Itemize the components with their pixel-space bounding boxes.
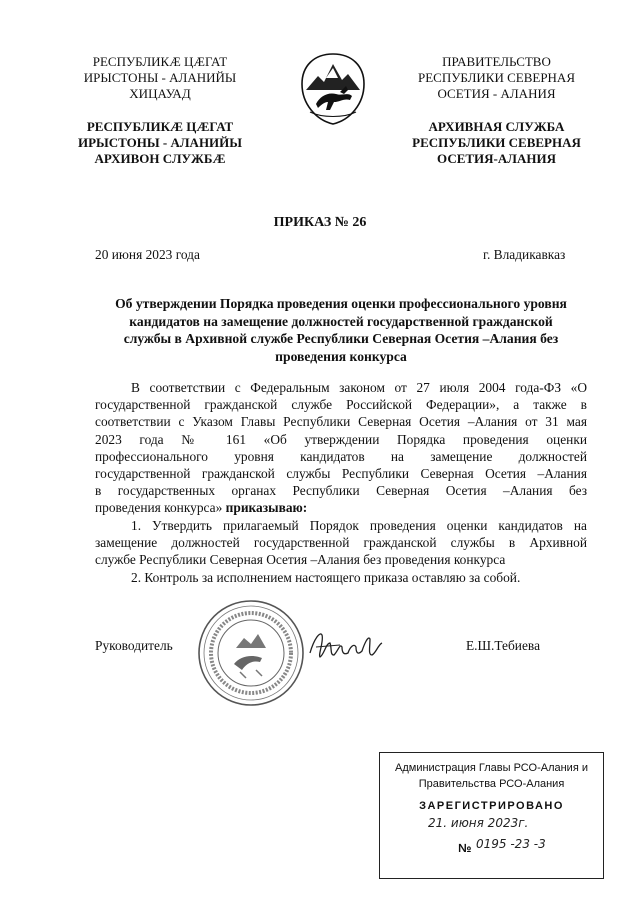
preamble-tail: проведения конкурса» (95, 500, 223, 516)
preamble-last-line (95, 499, 587, 516)
header-left-service (60, 119, 260, 167)
preamble-line: 2023 года № 161 «Об утверждении Порядка проведения оценки (95, 431, 587, 447)
order-subject (95, 295, 587, 365)
registration-date: 21. июня 2023г. (428, 816, 529, 830)
order-items (95, 517, 587, 586)
orders-word: приказываю: (225, 500, 308, 516)
order-city: г. Владикавказ (483, 247, 566, 262)
preamble-line: в государственных органах Республики Северная Осетия –Алания без (95, 483, 587, 499)
subject-line: Об утверждении Порядка проведения оценки профессионального уровня (115, 296, 567, 311)
signature-name: Е.Ш.Тебиева (466, 638, 541, 653)
subject-line: проведения конкурса (275, 348, 407, 364)
preamble-line: государственной гражданской службе Российской Федерации», а также в (95, 397, 587, 413)
registration-number: 0195 -23 -3 (476, 837, 546, 851)
order-title: ПРИКАЗ № 26 (273, 215, 367, 230)
header-left-ministry (60, 54, 260, 102)
header-line: ОСЕТИЯ - АЛАНИЯ (437, 86, 556, 101)
item-line: 1. Утвердить прилагаемый Порядок проведения оценки кандидатов на (131, 518, 587, 533)
header-line: ПРАВИТЕЛЬСТВО (442, 54, 551, 69)
subject-line: службы в Архивной службе Республики Северная Осетия –Алания без (123, 331, 559, 346)
header-line: АРХИВНАЯ СЛУЖБА (428, 119, 565, 134)
preamble (95, 379, 587, 517)
header-right-government (404, 54, 589, 102)
header-line: ИРЫСТОНЫ - АЛАНИЙЫ (77, 135, 243, 150)
order-date: 20 июня 2023 года (95, 247, 200, 262)
signature-position: Руководитель (95, 638, 173, 653)
official-seal (196, 598, 306, 708)
header-right-service (404, 119, 589, 167)
header-line: РЕСПУБЛИКӔ ЦӔГАТ (92, 54, 228, 69)
header-line: РЕСПУБЛИКИ СЕВЕРНАЯ (412, 135, 581, 150)
handwritten-signature (306, 625, 386, 665)
header-line: РЕСПУБЛИКИ СЕВЕРНАЯ (418, 70, 575, 85)
preamble-line: В соответствии с Федеральным законом от 27 июля 2004 года-ФЗ «О (131, 380, 587, 395)
subject-line: кандидатов на замещение должностей государственной гражданской (129, 313, 553, 329)
registration-stamp (379, 752, 604, 879)
preamble-line: соответствии с Указом Главы Республики Северная Осетия –Алания от 31 мая (95, 414, 587, 430)
header-line: ИРЫСТОНЫ - АЛАНИЙЫ (83, 70, 237, 85)
header-line: АРХИВОН СЛУЖБӔ (94, 151, 226, 166)
coat-of-arms-emblem (300, 52, 366, 126)
preamble-line: государственной гражданской службы Республики Северная Осетия –Алания (95, 466, 587, 482)
registration-line-1: Администрация Главы РСО-Алания и (395, 762, 588, 774)
header-line: ХИЦАУАД (129, 86, 191, 101)
item-line: службе Республики Северная Осетия –Алания без проведения конкурса (95, 552, 506, 568)
registration-line-2: Правительства РСО-Алания (418, 778, 565, 790)
item-2: 2. Контроль за исполнением настоящего приказа оставляю за собой. (131, 569, 521, 585)
registration-number-label: № (458, 841, 472, 855)
header-line: ОСЕТИЯ-АЛАНИЯ (437, 151, 556, 166)
item-line: замещение должностей государственной гражданской службы в Архивной (95, 535, 587, 551)
preamble-line: профессионального уровня кандидатов на замещение должностей (95, 448, 587, 464)
header-line: РЕСПУБЛИКӔ ЦӔГАТ (86, 119, 234, 134)
registration-status: ЗАРЕГИСТРИРОВАНО (419, 800, 564, 812)
